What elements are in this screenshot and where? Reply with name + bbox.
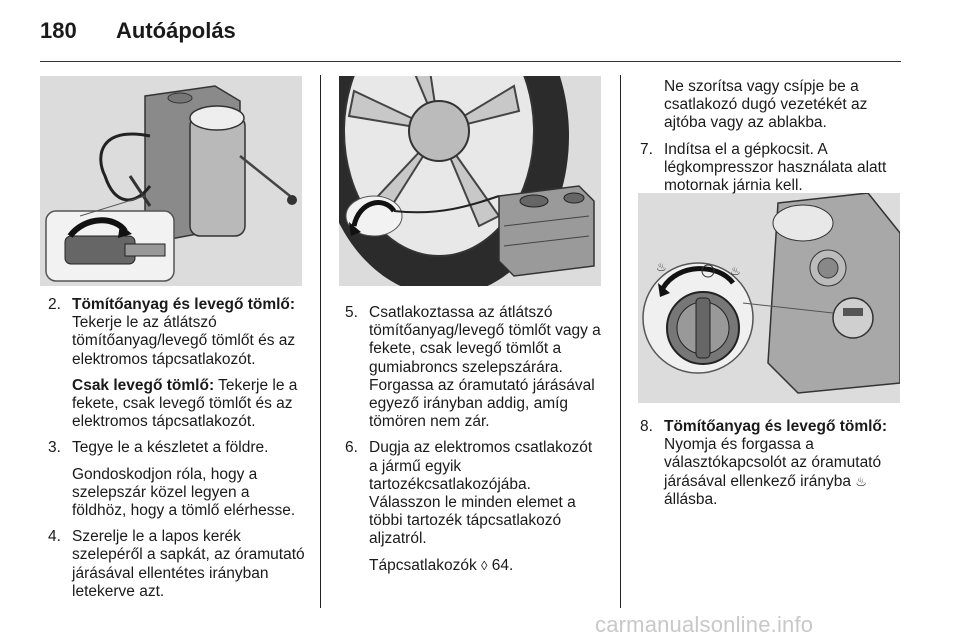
text-line: egyező irányban addig, amíg <box>369 395 569 413</box>
text-line: ajtóba vagy az ablakba. <box>664 114 827 132</box>
text-line: csatlakozó dugó vezetékét az <box>664 96 868 114</box>
text-line: motornak járnia kell. <box>664 177 803 195</box>
step-2 <box>48 296 318 431</box>
step-heading: Tömítőanyag és levegő tömlő: <box>72 296 296 313</box>
step-heading: Tömítőanyag és levegő tömlő: <box>664 418 888 435</box>
text-line: Nyomja és forgassa a <box>664 436 814 454</box>
column-divider <box>620 75 621 608</box>
step-number: 6. <box>345 439 358 457</box>
column-divider <box>320 75 321 608</box>
text-line: földhöz, hogy a tömlő elérhesse. <box>72 502 296 520</box>
step-8 <box>640 418 910 509</box>
text-column-3 <box>640 78 910 195</box>
text-line: tartozékcsatlakozójába. <box>369 475 531 493</box>
text-column-1 <box>48 296 318 601</box>
text-line: választókapcsolót az óramutató <box>664 454 882 472</box>
text-line: elektromos tápcsatlakozót. <box>72 350 256 368</box>
step-number: 5. <box>345 304 358 321</box>
text-line: Tekerje le az átlátszó <box>72 314 217 332</box>
text-line: fekete, csak levegő tömlőt és az <box>72 395 293 413</box>
text-line: letekerve azt. <box>72 582 165 600</box>
step-number: 4. <box>48 528 61 546</box>
step-7 <box>640 141 910 196</box>
step-number: 2. <box>48 296 61 313</box>
text-line: Dugja az elektromos csatlakozót <box>369 439 593 457</box>
text-line: Tekerje le a <box>214 376 298 394</box>
step-4 <box>48 528 318 601</box>
step-number: 8. <box>640 418 653 435</box>
step-6 <box>345 439 617 574</box>
text-line: Csatlakoztassa az átlátszó <box>369 304 553 321</box>
text-line: gumiabroncs szelepszárára. <box>369 358 563 376</box>
text-line: Gondoskodjon róla, hogy a <box>72 465 258 483</box>
text-line: Indítsa el a gépkocsit. A <box>664 140 828 158</box>
reference-text: Tápcsatlakozók <box>369 556 477 574</box>
selector-switch-illustration <box>638 193 900 403</box>
page-reference[interactable] <box>369 557 617 575</box>
svg-text:♨: ♨ <box>730 264 741 278</box>
air-only-symbol-icon: ♨ <box>855 473 867 489</box>
text-line: Tegye le a készletet a földre. <box>72 439 269 457</box>
text-line: járásával ellenkező irányba <box>664 472 851 490</box>
text-line: szelepszár közel legyen a <box>72 483 250 501</box>
svg-text:♨: ♨ <box>656 260 667 274</box>
continued-text <box>640 78 910 133</box>
text-line: járásával ellentétes irányban <box>72 564 269 582</box>
text-column-3-lower <box>640 418 910 509</box>
text-line: tömören nem zár. <box>369 413 490 431</box>
text-line: a jármű egyik <box>369 457 462 475</box>
text-line: szelepéről a sapkát, az óramutató <box>72 546 305 564</box>
text-line: légkompresszor használata alatt <box>664 158 887 176</box>
text-column-2 <box>345 304 617 575</box>
compressor-hoses-illustration <box>40 76 302 286</box>
wheel-compressor-illustration <box>339 76 601 286</box>
step-number: 3. <box>48 439 61 457</box>
text-line: tömítőanyag/levegő tömlőt vagy a <box>369 322 601 340</box>
text-line: többi tartozék tápcsatlakozó <box>369 512 562 530</box>
text-line: tömítőanyag/levegő tömlőt és az <box>72 332 296 350</box>
text-line: aljzatról. <box>369 530 427 548</box>
step-number: 7. <box>640 140 653 158</box>
text-line: Ne szorítsa vagy csípje be a <box>664 78 859 95</box>
page-title: Autóápolás <box>116 18 236 43</box>
step-3 <box>48 439 318 520</box>
watermark: carmanualsonline.info <box>595 612 814 637</box>
step-5 <box>345 304 617 431</box>
sub-heading: Csak levegő tömlő: <box>72 376 215 394</box>
text-line: állásba. <box>664 490 718 508</box>
reference-page: 64. <box>491 556 514 574</box>
text-line: fekete, csak levegő tömlőt a <box>369 340 562 358</box>
text-line: elektromos tápcsatlakozót. <box>72 413 256 431</box>
text-line: Forgassa az óramutató járásával <box>369 376 595 394</box>
page-number: 180 <box>40 18 77 43</box>
header-rule <box>40 61 901 62</box>
reference-arrow-icon: ◊ <box>481 557 488 573</box>
text-line: Szerelje le a lapos kerék <box>72 528 241 546</box>
text-line: Válasszon le minden elemet a <box>369 494 576 512</box>
